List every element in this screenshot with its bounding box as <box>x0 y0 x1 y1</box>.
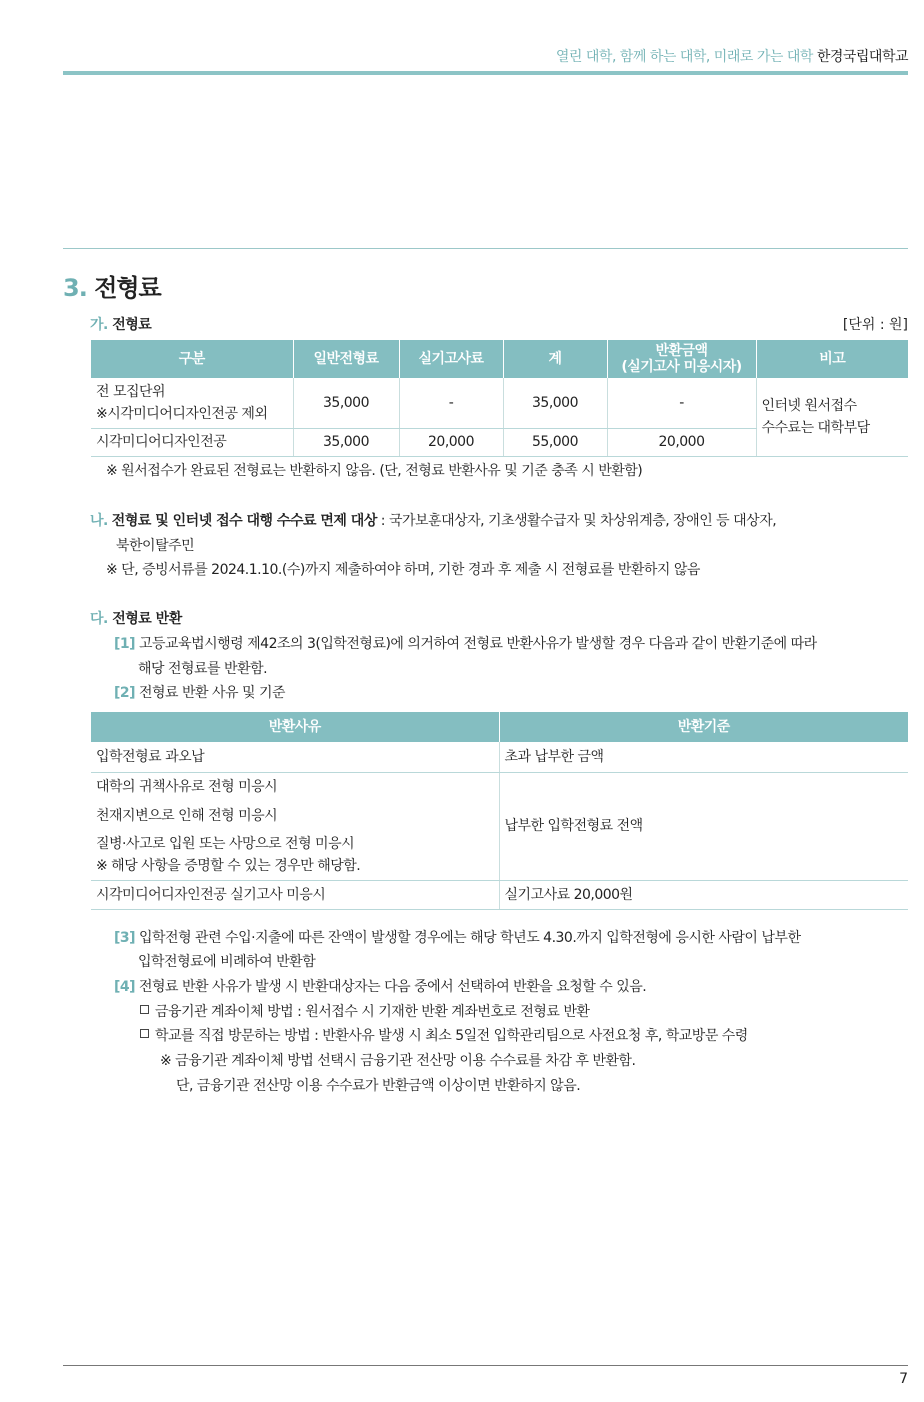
table-row <box>91 742 908 772</box>
section-title <box>63 268 161 303</box>
refund-item-1-line1: 고등교육법시행령 제42조의 3(입학전형료)에 의거하여 전형료 반환사유가 발생할 경우 다음과 같이 반환기준에 따라 <box>139 636 817 652</box>
refund-header-reason: 반환사유 <box>91 712 499 742</box>
subsection-da-marker: 다. <box>90 611 108 627</box>
subsection-ga-title <box>90 314 151 334</box>
refund-bullet-1-text: 금융기관 계좌이체 방법 : 원서접수 시 기재한 반환 계좌번호로 전형료 반환 <box>155 1004 590 1020</box>
header-rule <box>63 71 908 75</box>
refund-cell-criteria: 납부한 입학전형료 전액 <box>499 772 908 880</box>
table-row <box>91 772 908 801</box>
footer-rule <box>63 1365 908 1366</box>
refund-cell-reason-line1: 질병·사고로 입원 또는 사망으로 전형 미응시 <box>96 835 355 852</box>
fee-header-refund-line1: 반환금액 <box>655 343 708 359</box>
page-number: 7 <box>899 1371 908 1387</box>
refund-item-1 <box>114 633 817 653</box>
fee-header-total: 계 <box>503 340 607 378</box>
subsection-na-text-cont: 북한이탈주민 <box>116 538 195 554</box>
refund-item-1-line2: 해당 전형료를 반환함. <box>138 661 268 677</box>
refund-item-3-line1: 입학전형 관련 수입·지출에 따른 잔액이 발생할 경우에는 해당 학년도 4.30.까지 입학전형에 응시한 사람이 납부한 <box>139 930 801 946</box>
refund-item-1-number: [1] <box>114 636 136 652</box>
table-row <box>91 378 908 428</box>
section-rule <box>63 248 908 249</box>
fee-note-line1: 인터넷 원서접수 <box>761 397 857 414</box>
refund-item-3-line2: 입학전형료에 비례하여 반환함 <box>138 954 316 970</box>
refund-item-4 <box>114 976 646 996</box>
subsection-na-marker: 나. <box>90 513 108 529</box>
subsection-da-title <box>90 608 182 628</box>
section-number: 3. <box>63 274 87 302</box>
section-title-text: 전형료 <box>94 274 161 302</box>
unit-label: [단위 : 원] <box>842 317 908 333</box>
fee-header-category: 구분 <box>91 340 293 378</box>
fee-cell-total: 55,000 <box>503 428 607 456</box>
fee-cell-general: 35,000 <box>293 428 399 456</box>
refund-item-2-number: [2] <box>114 685 136 701</box>
subsection-ga-marker: 가. <box>90 317 108 333</box>
subsection-na-title: 전형료 및 인터넷 접수 대행 수수료 면제 대상 <box>111 513 377 529</box>
refund-cell-reason: 천재지변으로 인해 전형 미응시 <box>96 807 278 824</box>
header-slogan: 열린 대학, 함께 하는 대학, 미래로 가는 대학 <box>555 49 813 65</box>
page-header <box>556 46 908 66</box>
fee-cell-category-line2: ※시각미디어디자인전공 제외 <box>96 405 268 422</box>
fee-cell-refund: 20,000 <box>607 428 756 456</box>
refund-item-2 <box>114 682 285 702</box>
refund-cell-reason-line2: ※ 해당 사항을 증명할 수 있는 경우만 해당함. <box>96 857 361 874</box>
fee-header-refund-line2: (실기고사 미응시자) <box>621 359 742 375</box>
refund-cell-criteria: 실기고사료 20,000원 <box>499 880 908 909</box>
fee-header-practical: 실기고사료 <box>399 340 503 378</box>
fee-header-note: 비고 <box>756 340 908 378</box>
refund-cell-reason <box>91 830 499 880</box>
square-bullet-icon <box>140 1029 149 1038</box>
refund-cell-reason: 대학의 귀책사유로 전형 미응시 <box>96 778 278 795</box>
fee-table <box>91 340 908 457</box>
fee-cell-category <box>91 378 293 428</box>
fee-cell-practical: 20,000 <box>399 428 503 456</box>
header-university: 한경국립대학교 <box>816 49 908 65</box>
fee-cell-note <box>756 378 908 456</box>
refund-bullet-2-text: 학교를 직접 방문하는 방법 : 반환사유 발생 시 최소 5일전 입학관리팀으로 사전요청 후, 학교방문 수령 <box>155 1028 748 1044</box>
fee-header-refund <box>607 340 756 378</box>
table-row <box>91 880 908 909</box>
subsection-na-note: ※ 단, 증빙서류를 2024.1.10.(수)까지 제출하여야 하며, 기한 경과 후 제출 시 전형료를 반환하지 않음 <box>106 562 700 578</box>
refund-item-3-number: [3] <box>114 930 136 946</box>
refund-item-4-number: [4] <box>114 979 136 995</box>
subsection-na-text: : 국가보훈대상자, 기초생활수급자 및 차상위계층, 장애인 등 대상자, <box>376 513 777 529</box>
fee-cell-refund: - <box>607 378 756 428</box>
fee-header-general: 일반전형료 <box>293 340 399 378</box>
refund-cell-criteria: 초과 납부한 금액 <box>499 742 908 772</box>
refund-bullet-2 <box>140 1025 748 1045</box>
subsection-na <box>90 510 776 530</box>
refund-bullet-1 <box>140 1001 589 1021</box>
refund-cell-reason: 시각미디어디자인전공 실기고사 미응시 <box>91 880 499 909</box>
fee-cell-total: 35,000 <box>503 378 607 428</box>
fee-cell-category-line1: 전 모집단위 <box>96 383 166 400</box>
refund-item-4-text: 전형료 반환 사유가 발생 시 반환대상자는 다음 중에서 선택하여 반환을 요청할 수 있음. <box>139 979 647 995</box>
subsection-da-title-text: 전형료 반환 <box>112 611 182 627</box>
refund-item-3 <box>114 927 800 947</box>
refund-note-line2: 단, 금융기관 전산망 이용 수수료가 반환금액 이상이면 반환하지 않음. <box>176 1078 581 1094</box>
fee-cell-category: 시각미디어디자인전공 <box>91 428 293 456</box>
refund-note-line1: ※ 금융기관 계좌이체 방법 선택시 금융기관 전산망 이용 수수료를 차감 후 반환함. <box>160 1053 636 1069</box>
refund-header-criteria: 반환기준 <box>499 712 908 742</box>
refund-cell-reason: 입학전형료 과오납 <box>91 742 499 772</box>
subsection-ga-title-text: 전형료 <box>112 317 152 333</box>
fee-cell-practical: - <box>399 378 503 428</box>
refund-item-2-text: 전형료 반환 사유 및 기준 <box>139 685 286 701</box>
fee-cell-general: 35,000 <box>293 378 399 428</box>
refund-table <box>91 712 908 910</box>
fee-note-line2: 수수료는 대학부담 <box>761 419 870 436</box>
square-bullet-icon <box>140 1005 149 1014</box>
fee-footnote: ※ 원서접수가 완료된 전형료는 반환하지 않음. (단, 전형료 반환사유 및 기준 충족 시 반환함) <box>106 463 643 479</box>
